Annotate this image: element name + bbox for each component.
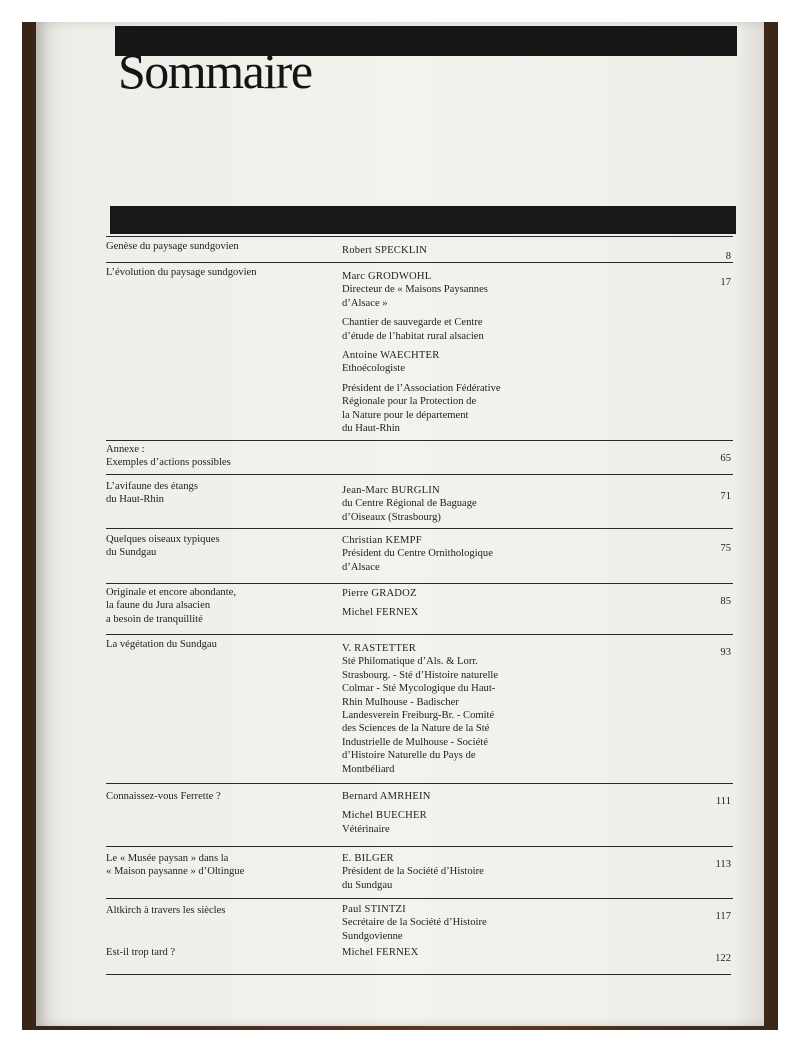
section-black-bar: [110, 206, 736, 234]
entry-authors: [342, 790, 582, 842]
author-description: Sté Philomatique d’Als. & Lorr. Strasbourg. - Sté d’Histoire naturelle Colmar - Sté Mycologique du Haut- Rhin Mulhouse - Badischer Landesverein Freiburg-Br. - Comité des Sciences de la Nature de la Sté Industrielle de Mulhouse - Société d’Histoire Naturelle du Pays de Montbéliard: [342, 656, 499, 775]
author-block: [342, 903, 582, 943]
author-block: [342, 382, 582, 436]
author-block: [342, 316, 582, 343]
author-name: Robert SPECKLIN: [342, 245, 428, 256]
entry-divider: [106, 474, 733, 475]
author-block: [342, 809, 582, 836]
page-number: 8: [725, 251, 731, 262]
entry-divider: [106, 634, 733, 635]
author-description: Directeur de « Maisons Paysannes d’Alsace »: [342, 284, 488, 309]
author-name: Bernard AMRHEIN: [342, 791, 431, 802]
author-name: V. RASTETTER: [342, 643, 417, 654]
page-title: Sommaire: [118, 43, 312, 99]
entry-topic: La végétation du Sundgau: [106, 639, 217, 650]
page-number: 65: [720, 453, 731, 464]
author-block: [342, 534, 582, 574]
entry-topic: L’avifaune des étangs du Haut-Rhin: [106, 481, 198, 506]
author-block: [342, 790, 582, 803]
entry-divider: [106, 898, 733, 899]
author-block: [342, 642, 582, 776]
author-description: du Centre Régional de Baguage d’Oiseaux (Strasbourg): [342, 498, 477, 523]
author-name: Michel BUECHER: [342, 810, 427, 822]
author-block: [342, 270, 582, 310]
page-number: 117: [715, 911, 731, 922]
entry-authors: [342, 534, 582, 580]
entry-topic: Est-il trop tard ?: [106, 947, 176, 958]
author-name: Christian KEMPF: [342, 535, 422, 546]
entry-topic: Altkirch à travers les siècles: [106, 905, 226, 916]
entry-authors: [342, 946, 582, 965]
author-block: [342, 484, 582, 524]
page-number: 85: [720, 596, 731, 607]
page-number: 122: [715, 953, 731, 964]
entry-authors: [342, 244, 582, 263]
author-block: [342, 606, 582, 619]
entry-authors: [342, 642, 582, 782]
author-block: [342, 946, 582, 959]
entry-divider: [106, 783, 733, 784]
author-block: [342, 587, 582, 600]
author-name: Marc GRODWOHL: [342, 271, 432, 282]
author-block: [342, 349, 582, 376]
author-block: [342, 852, 582, 892]
author-name: Jean-Marc BURGLIN: [342, 485, 440, 496]
entry-divider: [106, 236, 733, 237]
page-number: 17: [720, 277, 731, 288]
entry-divider: [106, 440, 733, 441]
page-number: 71: [720, 491, 731, 502]
entry-authors: [342, 903, 582, 949]
entry-topic: Originale et encore abondante, la faune du Jura alsacien a besoin de tranquillité: [106, 587, 237, 625]
entry-topic: L’évolution du paysage sundgovien: [106, 267, 257, 278]
author-description: Chantier de sauvegarde et Centre d’étude de l’habitat rural alsacien: [342, 317, 484, 342]
entry-divider: [106, 262, 733, 263]
entry-topic: Connaissez-vous Ferrette ?: [106, 791, 221, 802]
author-description: Ethoécologiste: [342, 363, 405, 375]
author-name: Paul STINTZI: [342, 904, 406, 915]
author-name: Antoine WAECHTER: [342, 350, 440, 362]
page-number: 75: [720, 543, 731, 554]
entry-authors: [342, 587, 582, 626]
entry-authors: [342, 270, 582, 441]
author-name: Pierre GRADOZ: [342, 588, 417, 599]
author-description: Vétérinaire: [342, 823, 390, 835]
author-name: Michel FERNEX: [342, 947, 419, 958]
entry-topic: Genèse du paysage sundgovien: [106, 241, 239, 252]
entry-divider: [106, 846, 733, 847]
entry-divider: [106, 528, 733, 529]
author-description: Président de l’Association Fédérative Régionale pour la Protection de la Nature pour le département du Haut-Rhin: [342, 382, 501, 435]
page-number: 111: [715, 796, 731, 807]
author-description: Secrétaire de la Société d’Histoire Sundgovienne: [342, 917, 487, 942]
entry-topic: Quelques oiseaux typiques du Sundgau: [106, 534, 220, 559]
author-name: Michel FERNEX: [342, 607, 419, 619]
page-number: 113: [715, 859, 731, 870]
author-description: Président du Centre Ornithologique d’Alsace: [342, 548, 493, 573]
entry-topic: Annexe : Exemples d’actions possibles: [106, 444, 231, 469]
author-description: Président de la Société d’Histoire du Sundgau: [342, 866, 484, 891]
author-name: E. BILGER: [342, 853, 394, 864]
entry-authors: [342, 484, 582, 530]
entry-authors: [342, 852, 582, 898]
page-number: 93: [720, 647, 731, 658]
bottom-rule: [106, 974, 731, 975]
entry-topic: Le « Musée paysan » dans la « Maison paysanne » d’Oltingue: [106, 853, 245, 878]
entry-divider: [106, 583, 733, 584]
author-block: [342, 244, 582, 257]
